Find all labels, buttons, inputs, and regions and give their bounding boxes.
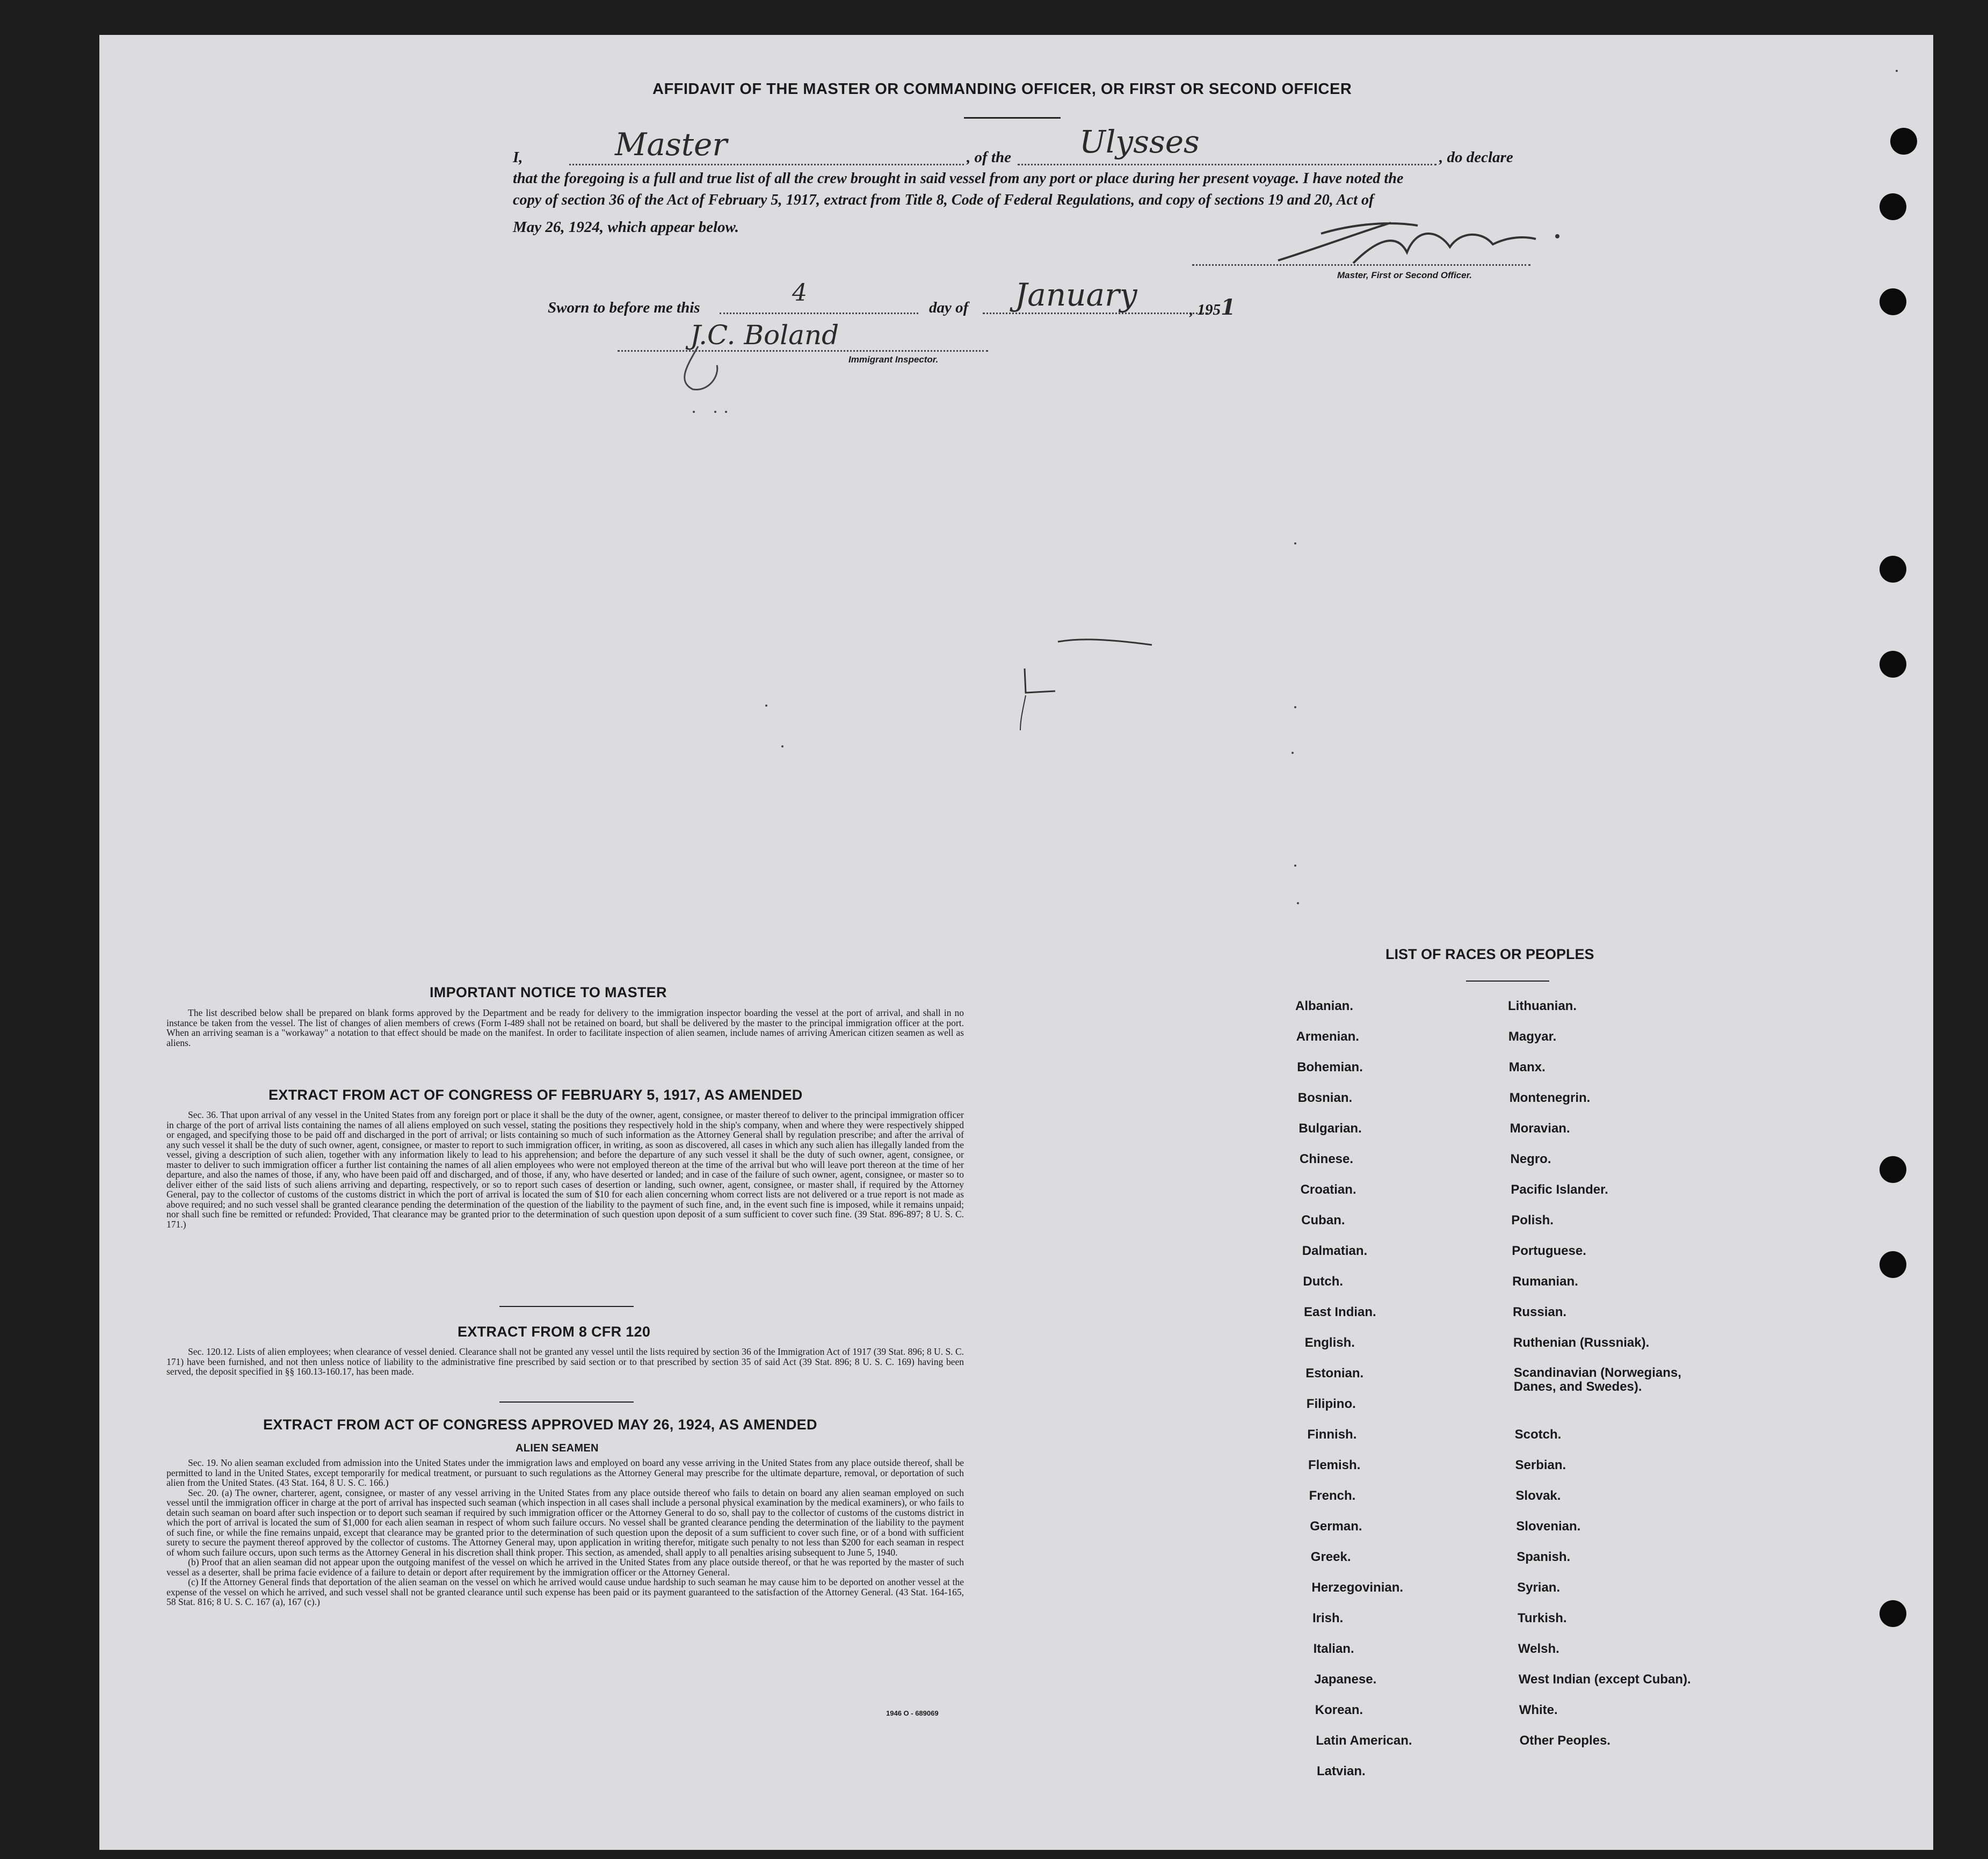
day-field-line <box>720 313 918 314</box>
race-item: Latvian. <box>1317 1764 1366 1778</box>
section-rule <box>499 1401 634 1403</box>
sworn-label: Sworn to before me this <box>548 299 700 316</box>
extract-1917-heading: EXTRACT FROM ACT OF CONGRESS OF FEBRUARY 5, 1917, AS AMENDED <box>269 1087 803 1103</box>
race-item: Ruthenian (Russniak). <box>1513 1335 1650 1350</box>
race-item: Portuguese. <box>1512 1244 1586 1258</box>
year-prefix: , 195 <box>1189 301 1221 318</box>
year-handwritten: 1 <box>1221 295 1236 320</box>
race-item: Polish. <box>1511 1213 1554 1228</box>
master-field-line <box>569 164 964 165</box>
race-item: Estonian. <box>1305 1366 1364 1381</box>
day-handwritten: 4 <box>792 279 807 307</box>
affidavit-line-1 <box>513 148 523 167</box>
notice-heading: IMPORTANT NOTICE TO MASTER <box>430 984 667 1000</box>
race-item: Latin American. <box>1316 1733 1412 1748</box>
punch-hole <box>1880 1156 1906 1183</box>
sec-20a-paragraph: Sec. 20. (a) The owner, charterer, agent, consignee, or master of any vessel arriving in the United States from any place outside thereof who fails to detain on board any alien seaman employed on such vessel until the immigration officer in charge at the port of arrival has inspected such seaman (which inspection in all cases shall include a personal physical examination by the medical examiners), or who fails to detain such seaman on board after such inspection or to deport such seaman if required by such immigration officer or the Attorney General to do so, shall pay to the collector of customs of the customs district in which the port of arrival is located the sum of $1,000 for each alien seaman in respect of whom such failure occurs. No vessel shall be granted clearance pending the determination of the liability to the payment of such fine, or while the fine remains unpaid, except that clearance may be granted prior to the determination of such question upon the deposit of a sum sufficient to cover such fine, or of a bond with sufficient surety to secure the payment thereof approved by the collector of customs. The Attorney General may, upon application in writing therefor, mitigate such penalty to not less than $200 for each seaman in respect of whom such failure occurs, upon such terms as the Attorney General in his discretion shall think proper. This section, as amended, shall apply to all penalties arising subsequent to June 5, 1940. <box>166 1487 964 1558</box>
pen-mark <box>1010 636 1160 733</box>
extract-1924-heading: EXTRACT FROM ACT OF CONGRESS APPROVED MAY 26, 1924, AS AMENDED <box>263 1417 817 1433</box>
race-item: Russian. <box>1513 1305 1567 1319</box>
do-declare-label: , do declare <box>1439 149 1513 166</box>
race-item: Albanian. <box>1295 999 1354 1013</box>
title-rule <box>964 117 1061 119</box>
year-label <box>1189 295 1236 320</box>
speck <box>693 411 695 413</box>
speck <box>1294 542 1296 544</box>
race-item: Slovak. <box>1515 1488 1561 1503</box>
speck <box>1297 902 1299 904</box>
race-item: Turkish. <box>1518 1611 1567 1625</box>
race-item: Herzegovinian. <box>1311 1580 1404 1595</box>
race-item: Greek. <box>1310 1550 1351 1564</box>
race-item: Chinese. <box>1300 1152 1354 1166</box>
race-item: German. <box>1310 1519 1362 1534</box>
affidavit-line-3: copy of section 36 of the Act of February 5, 1917, extract from Title 8, Code of Federal Regulations, and copy of sections 19 and 20, Act of <box>513 192 1374 208</box>
race-item: Lithuanian. <box>1508 999 1577 1013</box>
speck <box>1294 706 1296 708</box>
alien-seamen-subheading: ALIEN SEAMEN <box>516 1442 599 1454</box>
speck <box>1294 865 1296 867</box>
speck <box>1292 752 1294 754</box>
race-item: Irish. <box>1312 1611 1344 1625</box>
inspector-line <box>618 350 988 352</box>
race-item: Dalmatian. <box>1302 1244 1368 1258</box>
race-item: Magyar. <box>1508 1029 1557 1044</box>
race-item: Flemish. <box>1308 1458 1361 1472</box>
punch-hole <box>1880 651 1906 678</box>
punch-hole <box>1880 1600 1906 1627</box>
punch-hole <box>1880 1251 1906 1278</box>
day-of-label: day of <box>929 299 969 316</box>
race-item: Italian. <box>1313 1642 1354 1656</box>
race-item: Cuban. <box>1301 1213 1345 1228</box>
race-item: Welsh. <box>1518 1642 1559 1656</box>
race-item: Filipino. <box>1306 1397 1356 1411</box>
race-item: Negro. <box>1510 1152 1551 1166</box>
of-the-label: , of the <box>967 149 1011 166</box>
race-item: Slovenian. <box>1516 1519 1581 1534</box>
sec-20c-paragraph: (c) If the Attorney General finds that deportation of the alien seaman on the vessel on which he arrived would cause undue hardship to such seaman he may cause him to be deported on another vessel at the expense of the vessel on which he arrived, and such vessel shall not be granted clearance until such expense has been paid or its payment guaranteed to the satisfaction of the Attorney General. (43 Stat. 164-165, 58 Stat. 816; 8 U. S. C. 167 (a), 167 (c).) <box>166 1577 964 1607</box>
sec-19-paragraph: Sec. 19. No alien seaman excluded from admission into the United States under the immigration laws and employed on board any vesse arriving in the United States from any place outside thereof, shall be permitted to land in the United States, except temporarily for medical treatment, or pursuant to such regulations as the Attorney General may prescribe for the ultimate departure, removal, or deportation of such alien from the United States. (43 Stat. 164, 8 U. S. C. 166.) <box>166 1457 964 1488</box>
inspector-signature-flourish <box>666 344 730 397</box>
vessel-field-line <box>1018 164 1436 165</box>
affidavit-title: AFFIDAVIT OF THE MASTER OR COMMANDING OFFICER, OR FIRST OR SECOND OFFICER <box>652 81 1352 98</box>
affidavit-line-4: May 26, 1924, which appear below. <box>513 219 739 236</box>
race-item: Bulgarian. <box>1298 1121 1362 1136</box>
master-signature-label: Master, First or Second Officer. <box>1337 270 1472 280</box>
race-item: French. <box>1309 1488 1356 1503</box>
races-heading: LIST OF RACES OR PEOPLES <box>1385 946 1594 962</box>
race-item: Pacific Islander. <box>1511 1182 1608 1197</box>
race-item: Dutch. <box>1303 1274 1344 1289</box>
notice-text: The list described below shall be prepared on blank forms approved by the Department and be ready for delivery to the immigration inspector boarding the vessel at the port of arrival, and shall in no instance be taken from the vessel. The list of changes of alien members of crews (Form I-489 shall not be retained on board, but shall be delivered by the master to the principal immigration officer at the port. When an arriving seaman is a "workaway" a notation to that effect should be made on the manifest. In order to facilitate inspection of alien seamen, include names of arriving American citizen seamen as well as aliens. <box>166 1007 964 1048</box>
inspector-signature: J.C. Boland <box>690 319 839 351</box>
race-item: Bohemian. <box>1297 1060 1363 1074</box>
race-item: Bosnian. <box>1297 1091 1353 1105</box>
speck <box>714 411 716 413</box>
section-rule <box>499 1306 634 1307</box>
race-item: Scandinavian (Norwegians, Danes, and Swedes). <box>1513 1366 1681 1394</box>
speck <box>781 745 783 747</box>
sec-20b-paragraph: (b) Proof that an alien seaman did not appear upon the outgoing manifest of the vessel on which he arrived in the United States from any place outside thereof, or that he was reported by the master of such vessel as a deserter, shall be prima facie evidence of a failure to detain or deport after requirement by the immigration officer or the Attorney General. <box>166 1557 964 1578</box>
i-label: I, <box>513 149 523 166</box>
race-item: Croatian. <box>1300 1182 1356 1197</box>
speck <box>725 411 727 413</box>
races-rule <box>1466 981 1549 982</box>
vessel-handwritten: Ulysses <box>1079 124 1200 160</box>
affidavit-line-2: that the foregoing is a full and true list of all the crew brought in said vessel from any port or place during her present voyage. I have noted the <box>513 170 1404 187</box>
speck <box>1896 70 1898 72</box>
race-item: East Indian. <box>1304 1305 1376 1319</box>
race-item: Finnish. <box>1307 1427 1357 1442</box>
race-item: Syrian. <box>1517 1580 1561 1595</box>
race-item: White. <box>1519 1703 1558 1717</box>
race-item: Manx. <box>1508 1060 1546 1074</box>
race-item: Rumanian. <box>1512 1274 1578 1289</box>
punch-hole <box>1880 556 1906 583</box>
month-handwritten: January <box>1015 277 1137 313</box>
extract-8cfr-text: Sec. 120.12. Lists of alien employees; when clearance of vessel denied. Clearance shall not be granted any vessel until the lists required by section 36 of the Immigration Act of 1917 (39 Stat. 896; 8 U. S. C. 171) have been furnished, and not then unless notice of liability to the administrative fine prescribed by said section or to that prescribed by section 35 of said Act (39 Stat. 896; 8 U. S. C. 169) having been served, the deposit specified in §§ 160.13-160.17, has been made. <box>166 1346 964 1377</box>
extract-8cfr-heading: EXTRACT FROM 8 CFR 120 <box>458 1324 651 1340</box>
race-item: Scotch. <box>1514 1427 1562 1442</box>
master-signature-line <box>1192 264 1530 266</box>
punch-hole <box>1880 288 1906 315</box>
speck <box>765 705 767 707</box>
race-item: Serbian. <box>1515 1458 1566 1472</box>
race-item: Korean. <box>1315 1703 1363 1717</box>
punch-hole <box>1880 193 1906 220</box>
punch-hole <box>1890 128 1917 155</box>
extract-1917-text: Sec. 36. That upon arrival of any vessel in the United States from any foreign port or place it shall be the duty of the owner, agent, consignee, or master thereof to deliver to the principal immigration officer in charge of the port of arrival lists containing the names of all aliens employed on such vessel, stating the positions they respectively hold in the ship's company, when and where they were respectively shipped or engaged, and specifying those to be paid off and discharged in the port of arrival; or lists containing so much of such information as the Attorney General shall by regulation prescribe; and after the arrival of any such vessel it shall be the duty of such owner, agent, consignee, or master to report to such immigration officer, in writing, as soon as discovered, all cases in which any such alien has illegally landed from the vessel, giving a description of such alien, together with any information likely to lead to his apprehension; and before the departure of any such vessel it shall be the duty of such owner, agent, consignee, or master to deliver to such immigration officer a further list containing the names of all alien employees who were not employed thereon at the time of the arrival but who will leave port thereon at the time of her departure, and also the names of those, if any, who have been paid off and discharged, and of those, if any, who have deserted or landed; and in case of the failure of such owner, agent, consignee, or master so to deliver either of the said lists of such aliens arriving and departing, respectively, or so to report such cases of desertion or landing, such owner, agent, consignee, or master shall, if required by the Attorney General, pay to the collector of customs of the customs district in which the port of arrival is located the sum of $10 for each alien concerning whom correct lists are not delivered or a true report is not made as above required; and no such vessel shall be granted clearance pending the determination of the question of the liability to the payment of such fine, and, in the event such fine is imposed, while it remains unpaid; nor shall such fine be remitted or refunded: Provided, That clearance may be granted prior to the determination of such question upon deposit of a sum sufficient to cover such fine. (39 Stat. 896-897; 8 U. S. C. 171.) <box>166 1109 964 1230</box>
race-item: Moravian. <box>1510 1121 1570 1136</box>
race-item: Spanish. <box>1517 1550 1571 1564</box>
extract-1924-text <box>166 1458 964 1607</box>
race-item: Japanese. <box>1314 1672 1377 1687</box>
print-code: 1946 O - 689069 <box>886 1709 939 1717</box>
race-item: Montenegrin. <box>1509 1091 1591 1105</box>
race-item: West Indian (except Cuban). <box>1518 1672 1691 1687</box>
race-item: Other Peoples. <box>1519 1733 1610 1748</box>
master-handwritten: Master <box>615 126 728 163</box>
race-item: Armenian. <box>1296 1029 1359 1044</box>
inspector-label: Immigrant Inspector. <box>848 354 939 365</box>
race-item: English. <box>1304 1335 1355 1350</box>
